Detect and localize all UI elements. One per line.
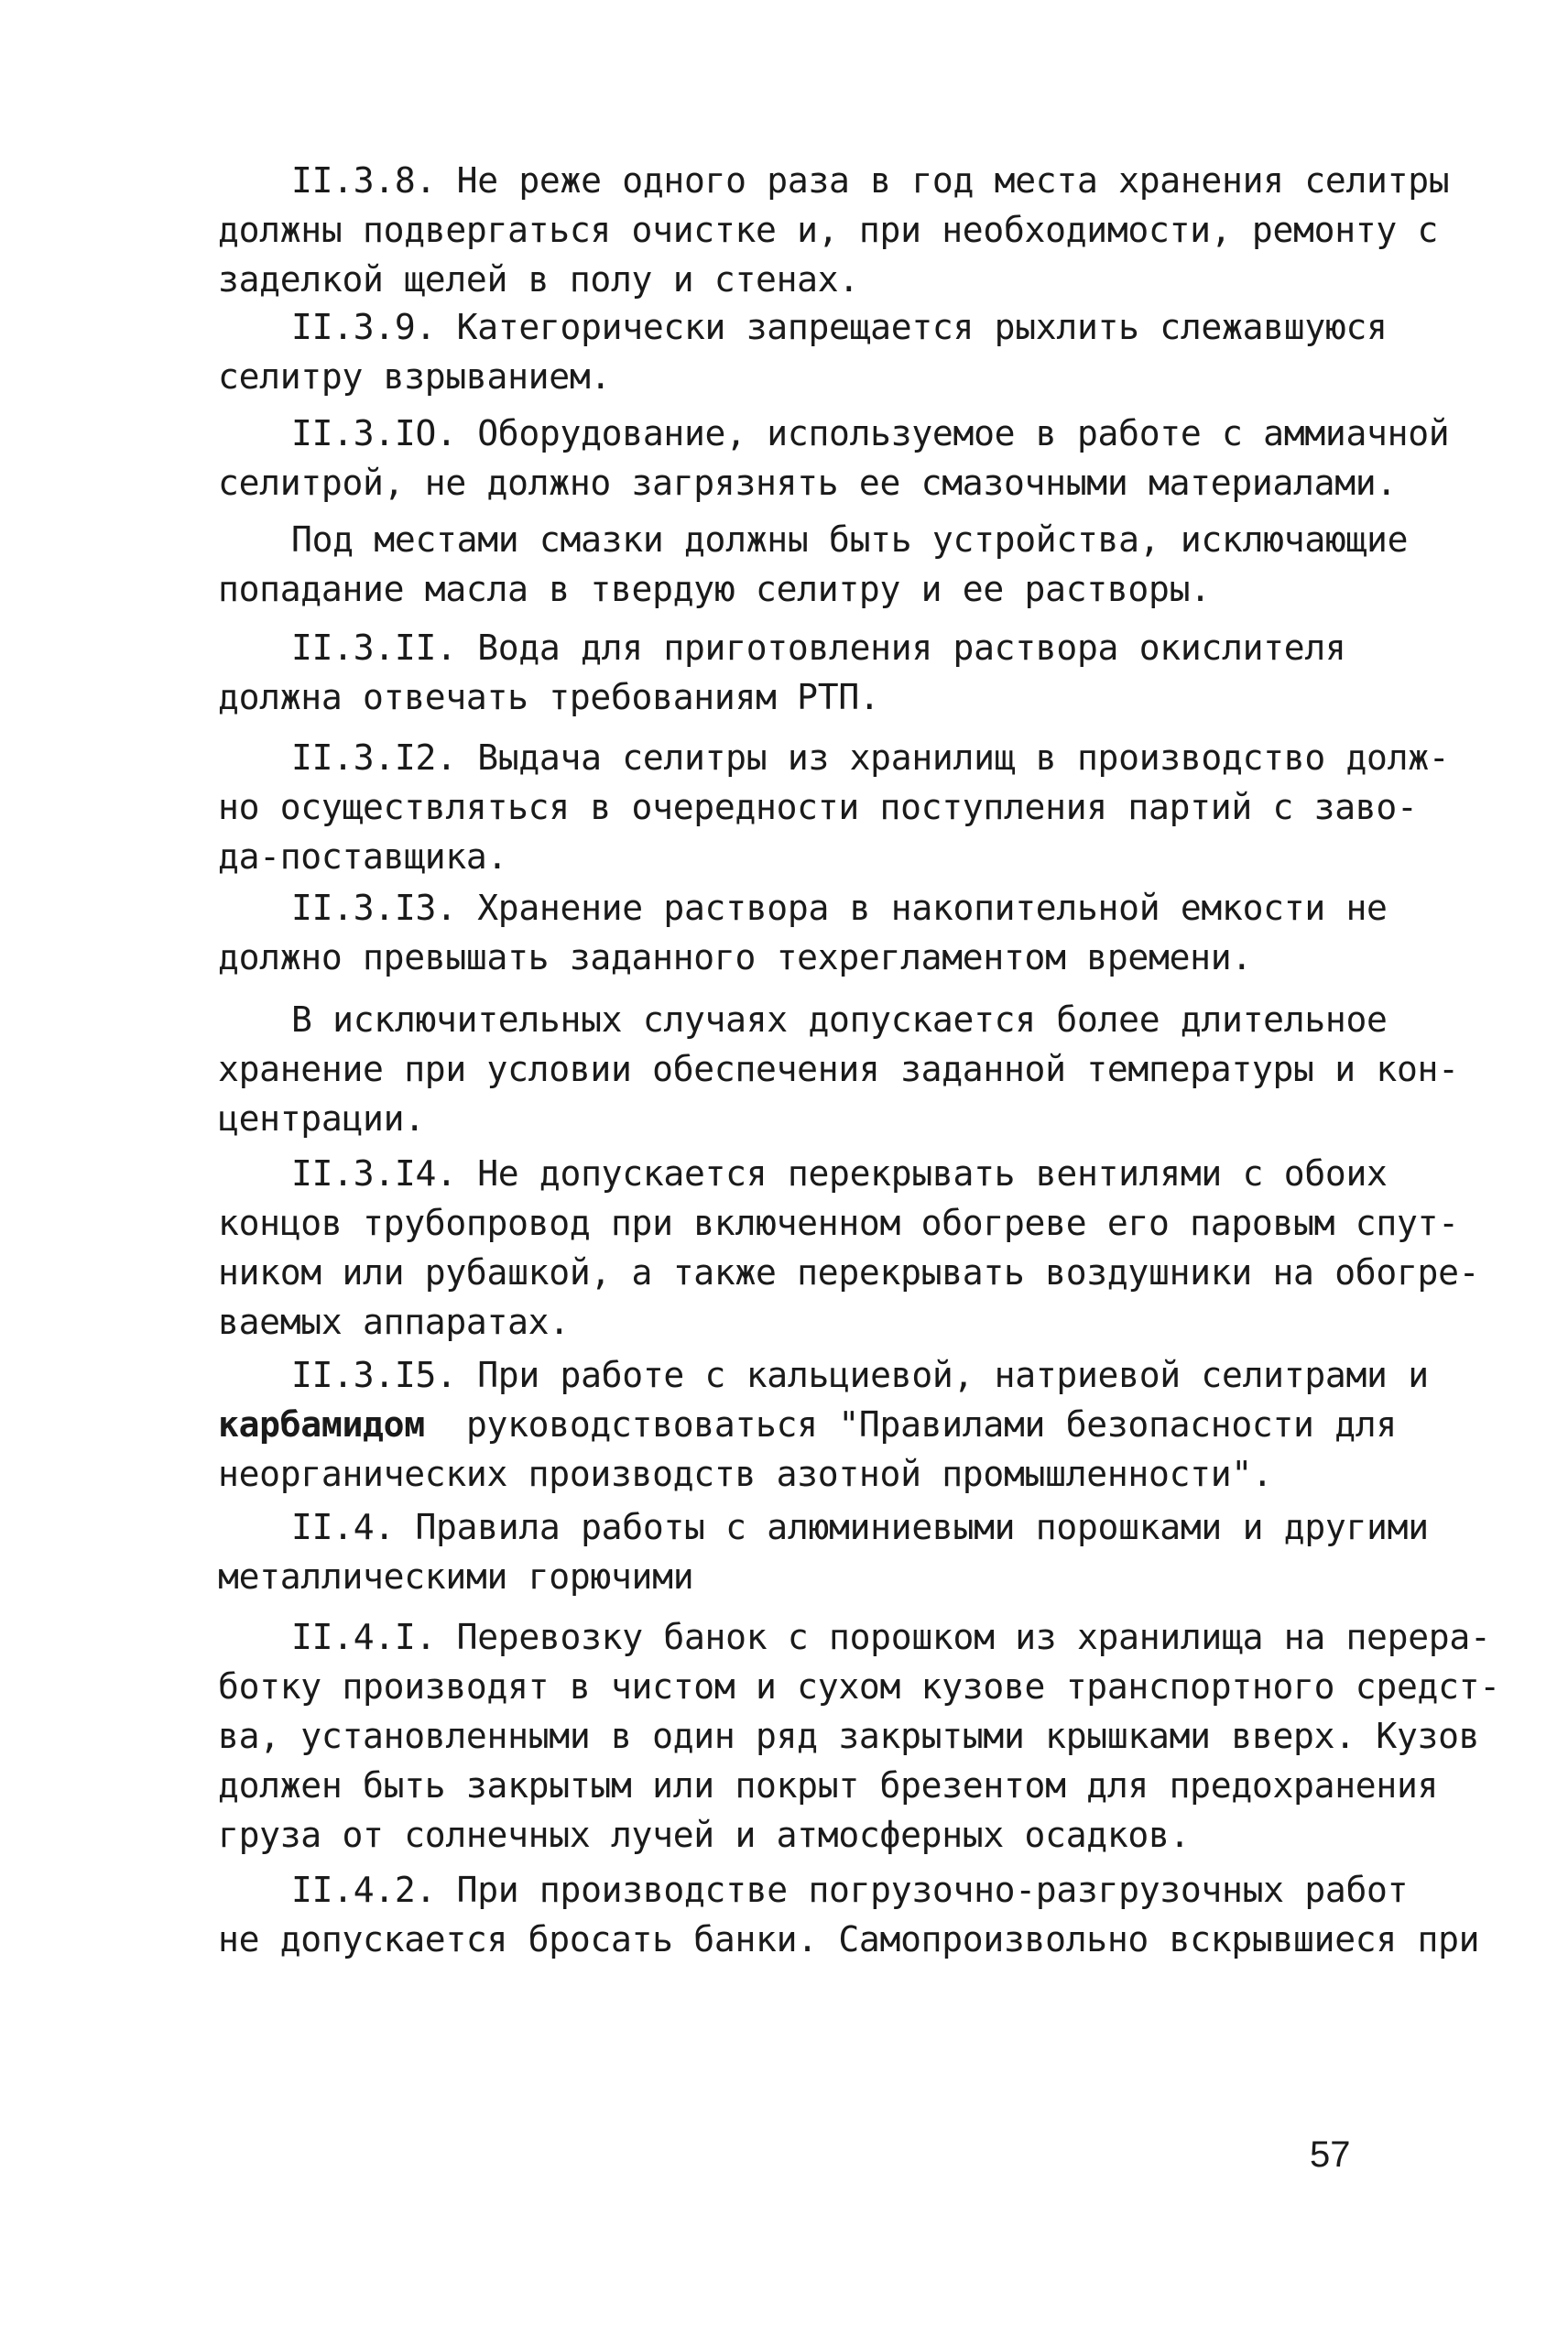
text-line: заделкой щелей в полу и стенах. xyxy=(218,259,859,300)
text-line: должен быть закрытым или покрыт брезентом для предохранения xyxy=(218,1765,1439,1806)
text-line: металлическими горючими xyxy=(218,1556,694,1597)
text-line: хранение при условии обеспечения заданной температуры и кон- xyxy=(218,1049,1459,1089)
text-line: да-поставщика. xyxy=(218,836,508,877)
text-line: II.4.2. При производстве погрузочно-разгрузочных работ xyxy=(291,1870,1409,1910)
text-line: II.3.II. Вода для приготовления раствора окислителя xyxy=(291,628,1346,668)
text-line: концов трубопровод при включенном обогреве его паровым спут- xyxy=(218,1203,1459,1243)
bold-term: карбамидом xyxy=(218,1404,425,1445)
paragraph-11-3-13 xyxy=(218,883,1390,982)
text-line: не допускается бросать банки. Самопроизвольно вскрывшиеся при xyxy=(218,1919,1480,1959)
text-line: II.4.I. Перевозку банок с порошком из хранилища на перера- xyxy=(291,1617,1491,1657)
text-line: II.3.I5. При работе с кальциевой, натриевой селитрами и xyxy=(291,1355,1429,1395)
text-line: должно превышать заданного техрегламентом времени. xyxy=(218,937,1252,977)
paragraph-11-3-8 xyxy=(218,156,1450,304)
paragraph-11-3-15 xyxy=(218,1350,1429,1499)
text-line: должна отвечать требованиям РТП. xyxy=(218,677,880,717)
text-line: должны подвергаться очистке и, при необходимости, ремонту с xyxy=(218,210,1439,250)
text-line: II.3.9. Категорически запрещается рыхлить слежавшуюся xyxy=(291,307,1388,347)
paragraph-11-3-14 xyxy=(218,1149,1480,1347)
section-heading-11-4 xyxy=(218,1502,1429,1601)
text-line: Под местами смазки должны быть устройства, исключающие xyxy=(291,519,1409,560)
paragraph-11-3-11 xyxy=(218,623,1390,722)
text-line: ником или рубашкой, а также перекрывать воздушники на обогре- xyxy=(218,1252,1480,1293)
text-line: но осуществляться в очередности поступления партий с заво- xyxy=(218,787,1418,827)
text-line: селитрой, не должно загрязнять ее смазочными материалами. xyxy=(218,463,1397,503)
text-fragment: руководствоваться "Правилами безопасности для xyxy=(465,1404,1397,1445)
text-line: ва, установленными в один ряд закрытыми крышками вверх. Кузов xyxy=(218,1716,1480,1756)
text-line: неорганических производств азотной промышленности". xyxy=(218,1454,1273,1494)
paragraph-11-4-1 xyxy=(218,1612,1500,1860)
text-line: II.4. Правила работы с алюминиевыми порошками и другими xyxy=(291,1507,1429,1547)
text-line: В исключительных случаях допускается более длительное xyxy=(291,999,1388,1040)
text-line: II.3.IO. Оборудование, используемое в работе с аммиачной xyxy=(291,413,1450,453)
text-line: груза от солнечных лучей и атмосферных осадков. xyxy=(218,1815,1191,1855)
text-line: II.3.I2. Выдача селитры из хранилищ в производство долж- xyxy=(291,737,1450,778)
text-line: селитру взрыванием. xyxy=(218,356,611,397)
text-line: II.3.I4. Не допускается перекрывать вентилями с обоих xyxy=(291,1153,1388,1194)
text-line: центрации. xyxy=(218,1098,425,1139)
text-line: ваемых аппаратах. xyxy=(218,1302,570,1342)
text-line: попадание масла в твердую селитру и ее растворы. xyxy=(218,569,1211,609)
paragraph-lubrication xyxy=(218,515,1409,614)
text-line: II.3.8. Не реже одного раза в год места хранения селитры xyxy=(291,160,1450,201)
text-line: ботку производят в чистом и сухом кузове транспортного средст- xyxy=(218,1666,1500,1707)
paragraph-exceptional-cases xyxy=(218,995,1459,1143)
paragraph-11-3-10 xyxy=(218,409,1450,508)
paragraph-11-3-12 xyxy=(218,733,1450,881)
page-number: 57 xyxy=(1310,2134,1351,2175)
text-line xyxy=(218,1400,1397,1449)
text-line: II.3.I3. Хранение раствора в накопительной емкости не xyxy=(291,888,1388,928)
paragraph-11-3-9 xyxy=(218,302,1390,401)
paragraph-11-4-2 xyxy=(218,1865,1480,1964)
